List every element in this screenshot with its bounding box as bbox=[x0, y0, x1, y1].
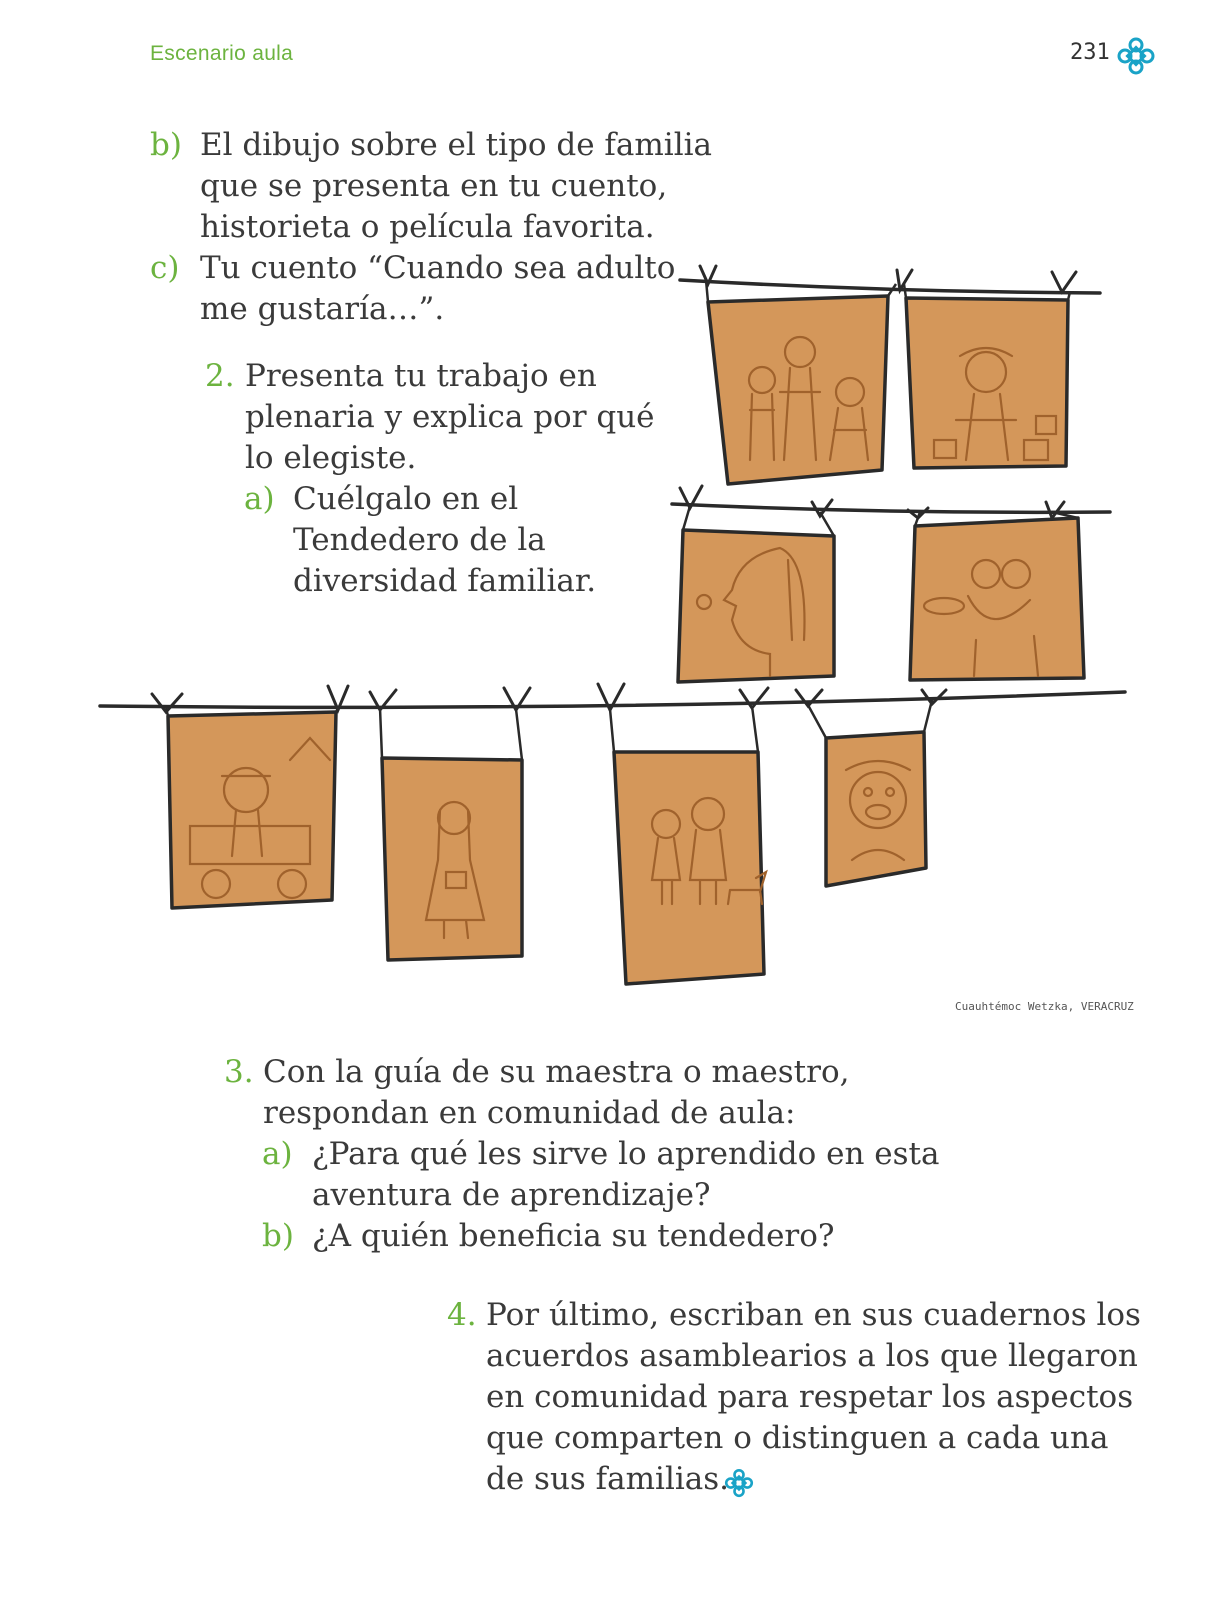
step-3b-marker: b) bbox=[262, 1218, 294, 1254]
page-number: 231 bbox=[1070, 40, 1110, 65]
step-3b-line-1: ¿A quién beneficia su tendedero? bbox=[312, 1218, 835, 1254]
step-4-marker: 4. bbox=[447, 1297, 477, 1333]
item-c-line-1: Tu cuento “Cuando sea adulto bbox=[200, 250, 676, 286]
drawing-children-dog bbox=[614, 752, 764, 984]
step-3a-marker: a) bbox=[262, 1136, 293, 1172]
teal-knot-icon bbox=[1116, 36, 1156, 76]
step-2-line-1: Presenta tu trabajo en bbox=[245, 358, 597, 394]
illustration-credit: Cuauhtémoc Wetzka, VERACRUZ bbox=[955, 1000, 1134, 1013]
step-2a-line-2: Tendedero de la bbox=[293, 522, 546, 558]
middle-rope bbox=[672, 504, 1110, 512]
item-c-marker: c) bbox=[150, 250, 180, 286]
step-2-line-3: lo elegiste. bbox=[245, 440, 417, 476]
step-2-line-2: plenaria y explica por qué bbox=[245, 399, 655, 435]
section-title: Escenario aula bbox=[150, 42, 294, 65]
step-4-line-4: que comparten o distinguen a cada una bbox=[486, 1420, 1109, 1456]
step-3a-line-2: aventura de aprendizaje? bbox=[312, 1177, 711, 1213]
drawing-girl-blocks bbox=[906, 298, 1068, 468]
step-4-line-1: Por último, escriban en sus cuadernos los bbox=[486, 1297, 1141, 1333]
drawing-tractor-driver bbox=[168, 712, 336, 908]
step-2a-line-1: Cuélgalo en el bbox=[293, 481, 519, 517]
drawing-family-group bbox=[708, 296, 888, 484]
step-3-line-2: respondan en comunidad de aula: bbox=[263, 1095, 796, 1131]
teal-knot-icon bbox=[724, 1468, 754, 1498]
step-4-line-2: acuerdos asamblearios a los que llegaron bbox=[486, 1338, 1138, 1374]
item-b-marker: b) bbox=[150, 127, 182, 163]
item-b-line-2: que se presenta en tu cuento, bbox=[200, 168, 668, 204]
item-c-line-2: me gustaría…”. bbox=[200, 291, 445, 327]
step-3-marker: 3. bbox=[224, 1054, 254, 1090]
step-4-line-5: de sus familias. bbox=[486, 1461, 730, 1497]
item-b-line-3: historieta o película favorita. bbox=[200, 209, 655, 245]
drawing-girl-camera bbox=[382, 758, 522, 960]
step-3a-line-1: ¿Para qué les sirve lo aprendido en esta bbox=[312, 1136, 940, 1172]
step-2-marker: 2. bbox=[205, 358, 235, 394]
step-3-line-1: Con la guía de su maestra o maestro, bbox=[263, 1054, 850, 1090]
clothesline-illustration bbox=[95, 250, 1135, 1000]
item-b-line-1: El dibujo sobre el tipo de familia bbox=[200, 127, 712, 163]
step-2a-line-3: diversidad familiar. bbox=[293, 563, 597, 599]
step-2a-marker: a) bbox=[244, 481, 275, 517]
drawing-clown-face bbox=[826, 732, 926, 886]
drawing-grandmother-profile bbox=[678, 530, 834, 682]
step-4-line-3: en comunidad para respetar los aspectos bbox=[486, 1379, 1134, 1415]
